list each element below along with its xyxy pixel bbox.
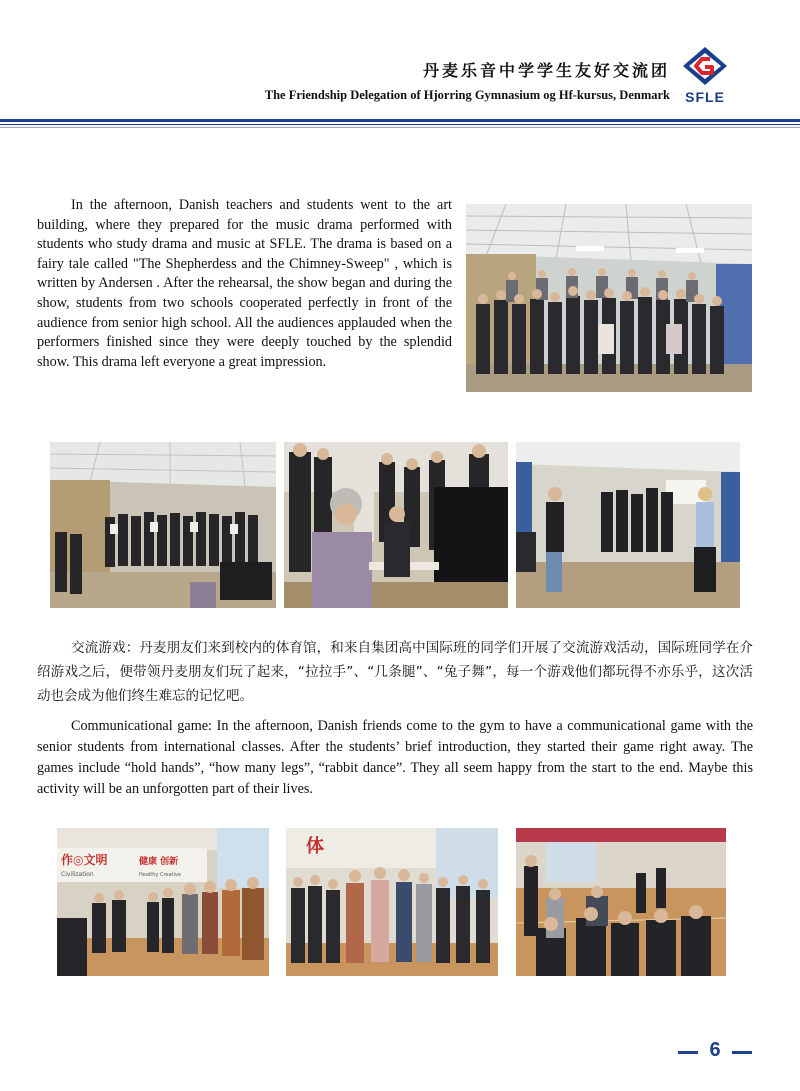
paragraph-game-cn-text: 交流游戏：丹麦朋友们来到校内的体育馆，和来自集团高中国际班的同学们开展了交流游戏活动，国际班同学在介绍游戏之后，便带领丹麦朋友们玩了起来，“拉拉手”、“几条腿”、“兔子舞”，每一个游戏他们都玩得不亦乐乎，这次活动也会成为他们终生难忘的记忆吧。: [37, 640, 753, 704]
paragraph-music-drama: [37, 196, 452, 372]
header-title-cn: 丹麦乐音中学学生友好交流团: [422, 61, 670, 80]
page-number-value: 6: [709, 1039, 721, 1061]
header-rule-thin: [0, 124, 800, 125]
photo-group-rehearsal-room: [466, 204, 752, 392]
photo-gym-game-line: [286, 828, 498, 976]
header-rule-light: [0, 127, 800, 128]
photo-rehearsal-wide: [50, 442, 276, 608]
sfle-logo: [680, 45, 730, 109]
paragraph-game-cn: [37, 636, 753, 708]
header-rule-thick: [0, 119, 800, 122]
gym-banner-sub: Civilization: [61, 871, 94, 878]
photo-piano-performance: [284, 442, 508, 608]
gym-wall-char: 体: [306, 836, 324, 857]
paragraph-music-drama-text: In the afternoon, Danish teachers and students went to the art building, where they prepared for the music drama performed with students who study drama and music at SFLE. The drama is based on a fairy tale called "The Shepherdess and the Chimney-Sweep" , which is written by Andersen . After the rehearsal, the show began and during the show, students from two schools cooperated perfectly in front of the audience from senior high school. All the audiences applauded when the performers finished since they were deeply touched by the splendid show. This drama left everyone a great impression.: [37, 197, 452, 370]
gym-banner-sub-2: Healthy Creative: [139, 872, 181, 878]
photo-gym-circle-game: [516, 828, 726, 976]
photo-stage-dance: [516, 442, 740, 608]
gym-banner-text-2: 健康 创新: [139, 857, 179, 867]
paragraph-communicational-game-text: Communicational game: In the afternoon, Danish friends come to the gym to have a communicational game with the senior students from international classes. After the students’ brief introduction, they started their game right away. The games include “hold hands”, “how many legs”, “rabbit dance”. They all seem happy from the start to the end. Maybe this activity will be an unforgotten part of their lives.: [37, 718, 753, 797]
sfle-logo-icon: [680, 45, 730, 87]
gym-banner-text: 作◎文明: [61, 853, 108, 867]
page-number-dash-right: [732, 1051, 752, 1054]
header-title-en: The Friendship Delegation of Hjorring Gymnasium og Hf-kursus, Denmark: [264, 88, 670, 102]
logo-text: SFLE: [685, 89, 725, 105]
page-number: [678, 1039, 752, 1065]
page-number-dash-left: [678, 1051, 698, 1054]
photo-gym-hold-hands: [57, 828, 269, 976]
paragraph-communicational-game: [37, 716, 753, 800]
